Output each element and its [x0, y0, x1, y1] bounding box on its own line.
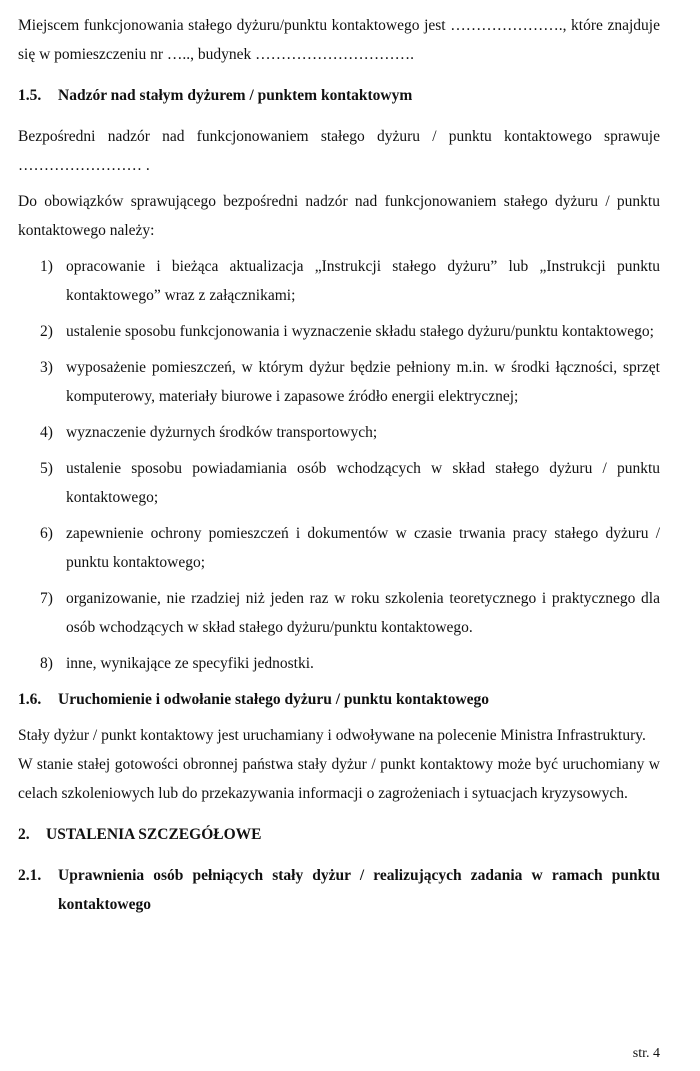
section-heading-1-5: [18, 81, 660, 110]
section-heading-2-1: [18, 861, 660, 919]
list-item-text: ustalenie sposobu funkcjonowania i wyznaczenie składu stałego dyżuru/punktu kontaktowego;: [66, 323, 654, 340]
readiness-paragraph: W stanie stałej gotowości obronnej państwa stały dyżur / punkt kontaktowy może być uruchomiany w celach szkoleniowych lub do przekazywania informacji o zagrożeniach i sytuacjach kryzysowych.: [18, 756, 660, 802]
list-item: [18, 519, 660, 577]
list-item-number: 3): [40, 359, 53, 376]
list-item: [18, 454, 660, 512]
section-title: USTALENIA SZCZEGÓŁOWE: [46, 826, 262, 843]
list-item-text: ustalenie sposobu powiadamiania osób wchodzących w skład stałego dyżuru / punktu kontaktowego;: [66, 460, 660, 506]
list-item-number: 8): [40, 655, 53, 672]
list-item-text: organizowanie, nie rzadziej niż jeden raz w roku szkolenia teoretycznego i praktycznego dla osób wchodzących w skład stałego dyżuru/punktu kontaktowego.: [66, 590, 660, 636]
supervision-paragraph: Bezpośredni nadzór nad funkcjonowaniem stałego dyżuru / punktu kontaktowego sprawuje …………………… .: [18, 128, 660, 174]
section-heading-1-6: [18, 685, 660, 714]
list-item: [18, 252, 660, 310]
section-number: 2.: [18, 826, 30, 843]
location-paragraph: Miejscem funkcjonowania stałego dyżuru/punktu kontaktowego jest …………………., które znajduje się w pomieszczeniu nr ….., budynek ………………………….: [18, 17, 660, 63]
list-item-number: 4): [40, 424, 53, 441]
section-number: 2.1.: [18, 867, 42, 884]
list-item-text: wyznaczenie dyżurnych środków transportowych;: [66, 424, 378, 441]
list-item-number: 1): [40, 258, 53, 275]
document-page: [18, 0, 660, 919]
list-item: [18, 317, 660, 346]
list-item-number: 7): [40, 590, 53, 607]
list-item: [18, 418, 660, 447]
page-number: str. 4: [632, 1046, 660, 1061]
list-item-number: 2): [40, 323, 53, 340]
section-heading-2: [18, 820, 660, 849]
duties-intro-paragraph: Do obowiązków sprawującego bezpośredni nadzór nad funkcjonowaniem stałego dyżuru / punktu kontaktowego należy:: [18, 193, 660, 239]
section-number: 1.5.: [18, 87, 42, 104]
list-item-text: opracowanie i bieżąca aktualizacja „Instrukcji stałego dyżuru” lub „Instrukcji punktu kontaktowego” wraz z załącznikami;: [66, 258, 660, 304]
section-title: Uprawnienia osób pełniących stały dyżur / realizujących zadania w ramach punktu kontaktowego: [58, 867, 660, 913]
section-title: Uruchomienie i odwołanie stałego dyżuru / punktu kontaktowego: [58, 691, 490, 708]
section-number: 1.6.: [18, 691, 42, 708]
list-item-text: wyposażenie pomieszczeń, w którym dyżur będzie pełniony m.in. w środki łączności, sprzęt komputerowy, materiały biurowe i zapasowe źródło energii elektrycznej;: [66, 359, 660, 405]
list-item: [18, 353, 660, 411]
list-item-number: 5): [40, 460, 53, 477]
list-item-text: inne, wynikające ze specyfiki jednostki.: [66, 655, 314, 672]
list-item: [18, 649, 660, 678]
duties-list: [18, 252, 660, 678]
list-item-number: 6): [40, 525, 53, 542]
list-item: [18, 584, 660, 642]
section-title: Nadzór nad stałym dyżurem / punktem kontaktowym: [58, 87, 413, 104]
activation-paragraph: Stały dyżur / punkt kontaktowy jest uruchamiany i odwoływane na polecenie Ministra Infrastruktury.: [18, 727, 646, 744]
list-item-text: zapewnienie ochrony pomieszczeń i dokumentów w czasie trwania pracy stałego dyżuru / punktu kontaktowego;: [66, 525, 660, 571]
